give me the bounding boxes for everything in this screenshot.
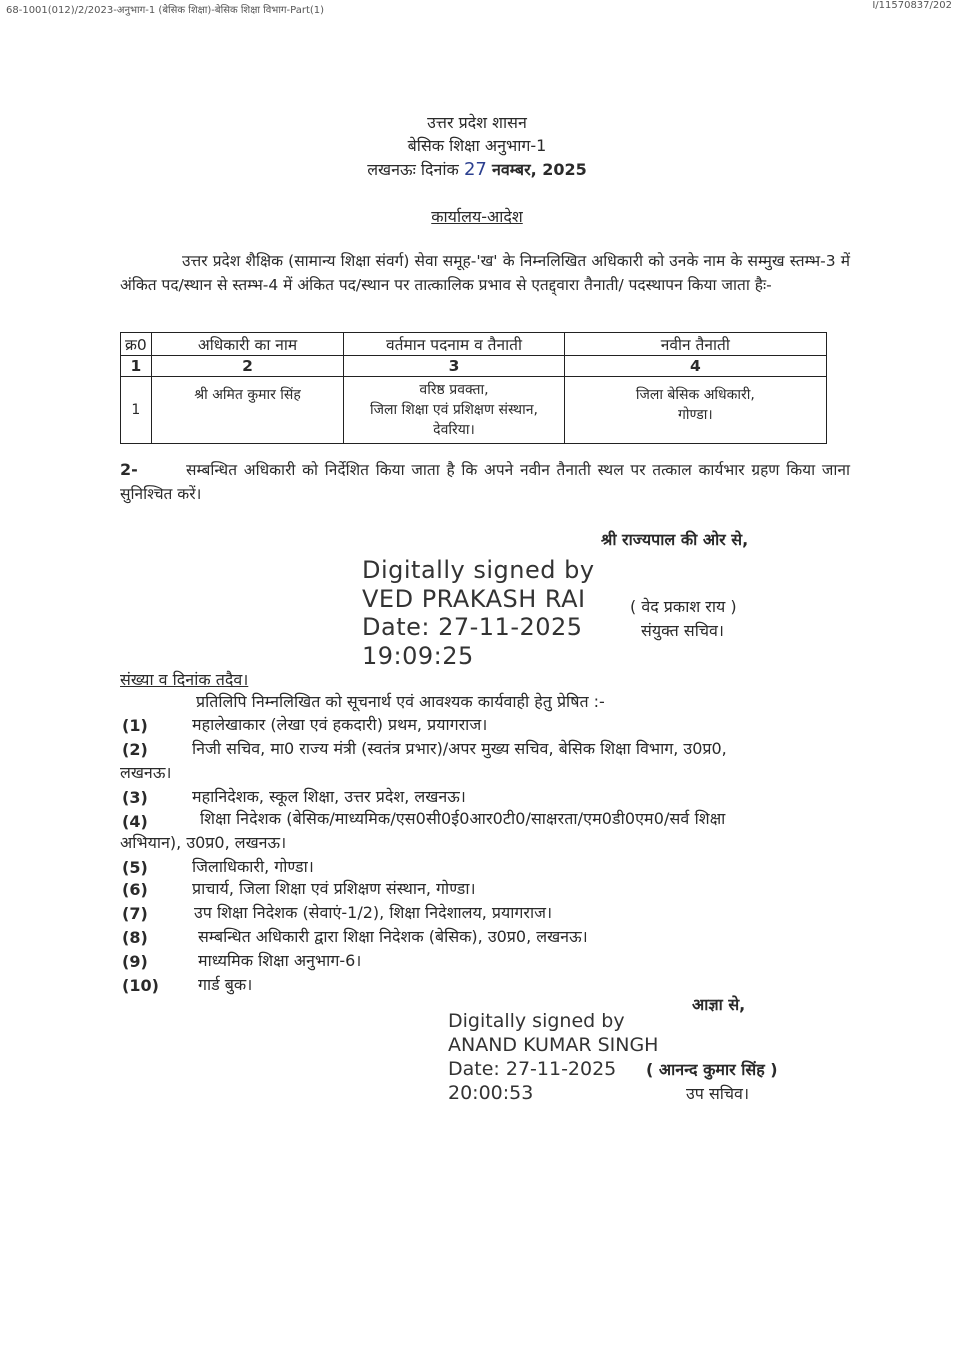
cell-current-posting: वरिष्ठ प्रवक्ता, जिला शिक्षा एवं प्रशिक्षण संस्थान, देवरिया। bbox=[344, 377, 564, 444]
cell-new-posting: जिला बेसिक अधिकारी, गोण्डा। bbox=[564, 377, 826, 444]
file-number: I/11570837/202 bbox=[872, 0, 952, 11]
digital-signature-1: Digitally signed by VED PRAKASH RAI Date: 27-11-2025 19:09:25 bbox=[362, 556, 595, 670]
copy-intro: प्रतिलिपि निम्नलिखित को सूचनार्थ एवं आवश्यक कार्यवाही हेतु प्रेषित :- bbox=[196, 692, 605, 711]
col-header-sno: क्र0 bbox=[121, 333, 152, 356]
list-item: जिलाधिकारी, गोण्डा। bbox=[192, 857, 314, 876]
date-rest: नवम्बर, 2025 bbox=[491, 160, 587, 179]
copy-num-9: (9) bbox=[122, 952, 148, 971]
order-paragraph-1: उत्तर प्रदेश शैक्षिक (सामान्य शिक्षा संवर्ग) सेवा समूह-'ख' के निम्नलिखित अधिकारी को उनके नाम के सम्मुख स्तम्भ-3 में अंकित पद/स्थान से स्तम्भ-4 में अंकित पद/स्थान पर तात्कालिक प्रभाव से एतद्द्वारा तैनाती/ पदस्थापन किया जाता हैः- bbox=[120, 252, 850, 294]
table-column-number-row: 1 2 3 4 bbox=[121, 356, 827, 377]
copy-num-8: (8) bbox=[122, 928, 148, 947]
posting-table bbox=[120, 332, 827, 444]
list-item: माध्यमिक शिक्षा अनुभाग-6। bbox=[198, 951, 362, 970]
dateline bbox=[0, 158, 954, 180]
para-2-number: 2- bbox=[120, 460, 138, 479]
signatory-2-name: ( आनन्द कुमार सिंह ) bbox=[646, 1060, 778, 1079]
col-header-new: नवीन तैनाती bbox=[564, 333, 826, 356]
col-header-name: अधिकारी का नाम bbox=[151, 333, 344, 356]
date-day: 27 bbox=[463, 159, 487, 180]
number-date-line: संख्या व दिनांक तदैव। bbox=[120, 670, 249, 689]
list-item-cont: अभियान), उ0प्र0, लखनऊ। bbox=[120, 833, 287, 852]
table-row bbox=[121, 377, 827, 444]
cell-name: श्री अमित कुमार सिंह bbox=[151, 377, 344, 444]
copy-num-7: (7) bbox=[122, 904, 148, 923]
signatory-1-name: ( वेद प्रकाश राय ) bbox=[630, 597, 737, 616]
order-paragraph-2: सम्बन्धित अधिकारी को निर्देशित किया जाता है कि अपने नवीन तैनाती स्थल पर तत्काल कार्यभार ग्रहण किया जाना सुनिश्चित करें। bbox=[120, 461, 850, 503]
copy-num-6: (6) bbox=[122, 880, 148, 899]
list-item: निजी सचिव, मा0 राज्य मंत्री (स्वतंत्र प्रभार)/अपर मुख्य सचिव, बेसिक शिक्षा विभाग, उ0प्र0, bbox=[192, 739, 727, 758]
govt-name: उत्तर प्रदेश शासन bbox=[427, 113, 527, 132]
digital-signature-2: Digitally signed by ANAND KUMAR SINGH Date: 27-11-2025 20:00:53 bbox=[448, 1010, 659, 1104]
table-header-row bbox=[121, 333, 827, 356]
document-reference: 68-1001(012)/2/2023-अनुभाग-1 (बेसिक शिक्षा)-बेसिक शिक्षा विभाग-Part(1) bbox=[6, 5, 325, 16]
list-item: महालेखाकार (लेखा एवं हकदारी) प्रथम, प्रयागराज। bbox=[192, 715, 488, 734]
signatory-1-designation: संयुक्त सचिव। bbox=[641, 621, 724, 640]
list-item: गार्ड बुक। bbox=[198, 975, 253, 994]
date-prefix: लखनऊः दिनांक bbox=[367, 160, 459, 179]
copy-num-2: (2) bbox=[122, 740, 148, 759]
cell-sno: 1 bbox=[121, 377, 152, 444]
list-item: शिक्षा निदेशक (बेसिक/माध्यमिक/एस0सी0ई0आर0टी0/साक्षरता/एम0डी0एम0/सर्व शिक्षा bbox=[200, 809, 726, 828]
copy-num-5: (5) bbox=[122, 858, 148, 877]
copy-num-10: (10) bbox=[122, 976, 159, 995]
copy-num-1: (1) bbox=[122, 716, 148, 735]
list-item: महानिदेशक, स्कूल शिक्षा, उत्तर प्रदेश, लखनऊ। bbox=[192, 787, 466, 806]
list-item-cont: लखनऊ। bbox=[120, 763, 172, 782]
list-item: प्राचार्य, जिला शिक्षा एवं प्रशिक्षण संस्थान, गोण्डा। bbox=[192, 879, 476, 898]
copy-num-4: (4) bbox=[122, 812, 148, 831]
signatory-2-designation: उप सचिव। bbox=[686, 1084, 750, 1103]
by-order-line: आज्ञा से, bbox=[692, 995, 746, 1014]
copy-num-3: (3) bbox=[122, 788, 148, 807]
col-header-current: वर्तमान पदनाम व तैनाती bbox=[344, 333, 564, 356]
section-name: बेसिक शिक्षा अनुभाग-1 bbox=[407, 136, 547, 155]
list-item: उप शिक्षा निदेशक (सेवाएं-1/2), शिक्षा निदेशालय, प्रयागराज। bbox=[194, 903, 553, 922]
list-item: सम्बन्धित अधिकारी द्वारा शिक्षा निदेशक (बेसिक), उ0प्र0, लखनऊ। bbox=[198, 927, 588, 946]
page-title: कार्यालय-आदेश bbox=[431, 207, 523, 226]
on-behalf-line: श्री राज्यपाल की ओर से, bbox=[601, 530, 749, 549]
